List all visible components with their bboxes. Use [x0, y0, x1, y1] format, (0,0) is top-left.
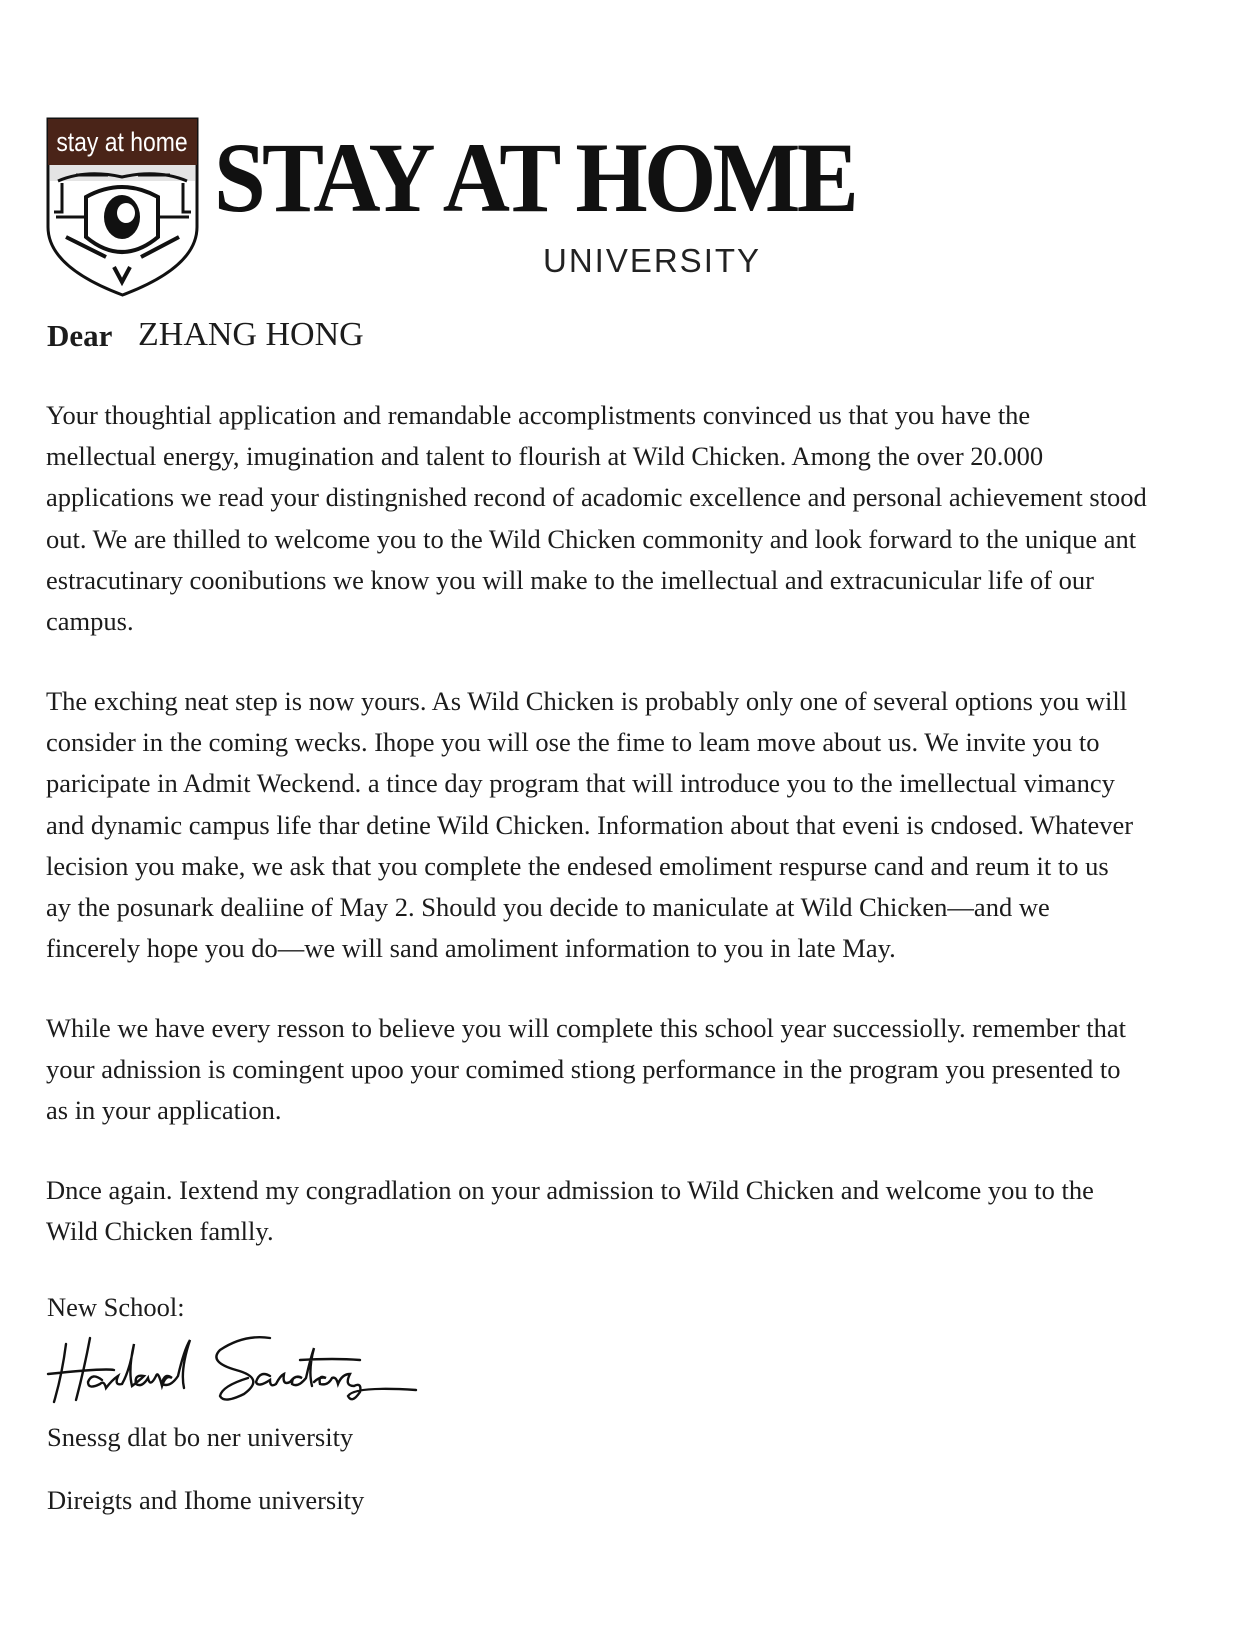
text-line: out. We are thilled to welcome you to the Wild Chicken commonity and look forward to the unique ant	[46, 523, 1137, 554]
closing-label: New School:	[47, 1292, 185, 1322]
text-line: estracutinary coonibutions we know you will make to the imellectual and extracunicular life of our	[46, 564, 1094, 595]
text-line: Wild Chicken famlly.	[46, 1216, 274, 1247]
text-line: as in your application.	[46, 1095, 282, 1126]
handwritten-signature	[44, 1330, 424, 1410]
text-line: The exching neat step is now yours. As Wild Chicken is probably only one of several options you will	[46, 686, 1128, 716]
text-line: campus.	[46, 606, 134, 637]
paragraph-2	[46, 681, 1133, 969]
text-line: your adnission is comingent upoo your comimed stiong performance in the program you presented to	[46, 1054, 1121, 1085]
text-line: fincerely hope you do—we will sand amoliment information to you in late May.	[46, 933, 896, 964]
text-line: consider in the coming wecks. Ihope you will ose the fime to leam move about us. We invite you to	[46, 727, 1100, 758]
recipient-name: ZHANG HONG	[138, 316, 364, 353]
university-subtitle: UNIVERSITY	[543, 242, 762, 279]
text-line: Dnce again. Iextend my congradlation on your admission to Wild Chicken and welcome you to the	[46, 1175, 1094, 1205]
university-crest-logo	[46, 117, 199, 297]
text-line: and dynamic campus life thar detine Wild Chicken. Information about that eveni is cndosed. Whatever	[46, 809, 1134, 840]
svg-text:stay at home: stay at home	[56, 127, 188, 158]
text-line: applications we read your distingnished recond of acadomic excellence and personal achievement stood	[46, 482, 1147, 513]
text-line: ay the posunark dealiine of May 2. Should you decide to maniculate at Wild Chicken—and we	[46, 892, 1050, 923]
university-title: STAY AT HOME	[214, 122, 856, 233]
salutation-greeting: Dear	[47, 318, 113, 353]
paragraph-3	[46, 1008, 1126, 1132]
text-line: mellectual energy, imugination and talent to flourish at Wild Chicken. Among the over 20.000	[46, 441, 1044, 472]
text-line: paricipate in Admit Weckend. a tince day program that will introduce you to the imellectual vimancy	[46, 768, 1115, 799]
signatory-department: Direigts and Ihome university	[47, 1485, 365, 1515]
signatory-title: Snessg dlat bo ner university	[47, 1422, 354, 1452]
text-line: While we have every resson to believe you will complete this school year successiolly. remember that	[46, 1013, 1127, 1043]
text-line: Your thoughtial application and remandable accomplistments convinced us that you have the	[46, 400, 1031, 430]
text-line: lecision you make, we ask that you complete the endesed emoliment respurse cand and reum it to us	[46, 850, 1109, 881]
paragraph-4	[46, 1170, 1094, 1252]
paragraph-1	[46, 395, 1147, 642]
